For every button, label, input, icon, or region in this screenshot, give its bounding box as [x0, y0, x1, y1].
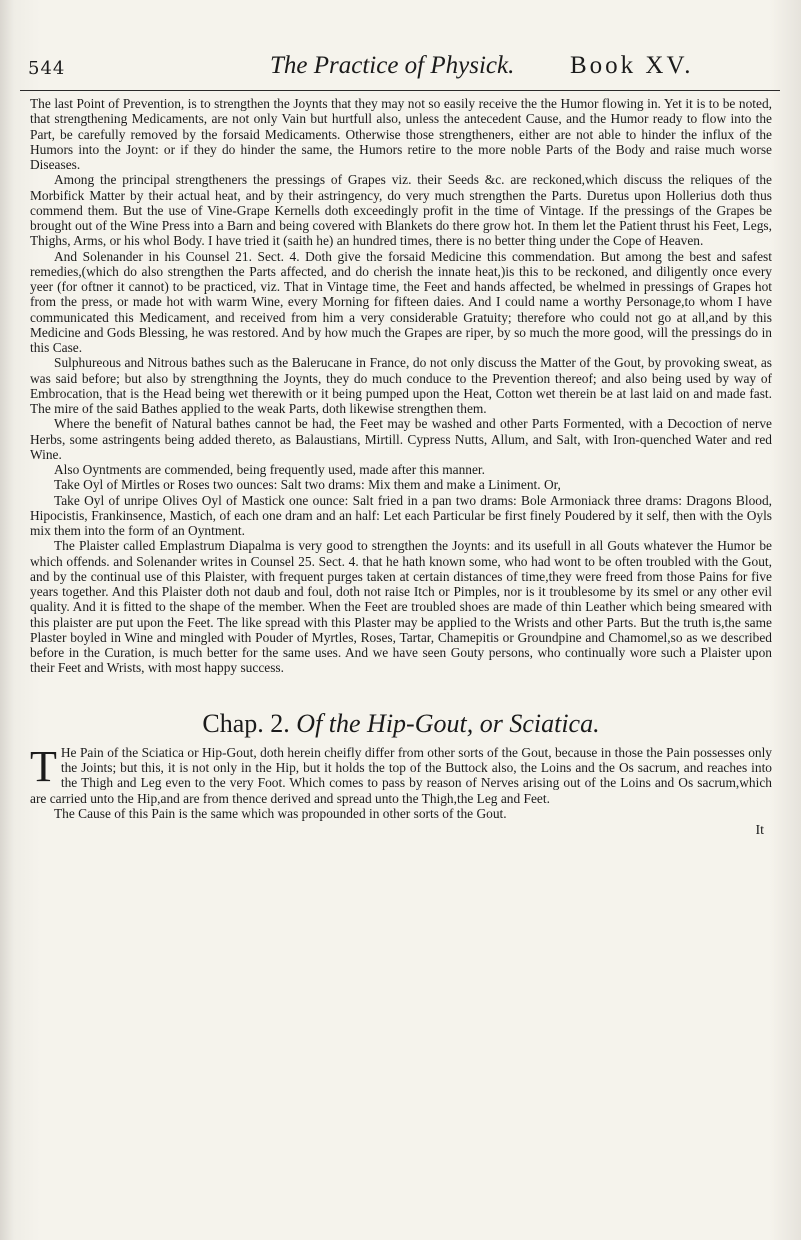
chapter-paragraph — [30, 741, 772, 806]
chapter-paragraph: The Cause of this Pain is the same which was propounded in other sorts of the Gout. — [54, 805, 507, 821]
chapter-label: Chap. 2. — [202, 708, 290, 738]
paragraph: Where the benefit of Natural bathes cannot be had, the Feet may be washed and other Parts Formented, with a Decoction of nerve Herbs, some astringents being added thereto, as Balaustians, Mirtill. Cypress Nutts, Allum, and Salt, with Iron-quenched Water and red Wine. — [30, 416, 772, 462]
chapter-heading — [30, 708, 772, 738]
catchword: It — [755, 823, 764, 838]
drop-cap: T — [30, 741, 57, 791]
paragraph: The last Point of Prevention, is to strengthen the Joynts that they may not so easily receive the the Humor flowing in. Yet it is to be noted, that strengthening Medicaments, are not only Vain but hurtfull also, unless the antecedent Cause, and the Humor ready to flow into the Part, be carefully removed by the forsaid Medicaments. Otherwise those strengtheners, either are not able to hinder the influx of the Humors into the Joynt: or if they do hinder the same, the Humors retire to the more noble Parts of the Body and raise much worse Diseases. — [30, 96, 772, 172]
paragraph: And Solenander in his Counsel 21. Sect. 4. Doth give the forsaid Medicine this commendation. But among the best and safest remedies,(which do also strengthen the Parts affected, and do cherish the innate heat,)is this to be reckoned, and diligently once every yeer (for oftner it cannot) to be practiced, viz. That in Vintage time, the Feet and hands affected, be whelmed in pressings of Grapes hot from the press, or made hot with warm Wine, every Morning for fifteen daies. And I could name a worthy Personage,to whom I have communicated this Medicament, and received from him a very considerable Gratuity; therefore who could not go at all,and by this Medicine and Gods Blessing, he was restored. And by how much the Grapes are riper, by so much the more good, will the pressings do in this Case. — [30, 248, 772, 355]
recipe-paragraph: Take Oyl of unripe Olives Oyl of Mastick one ounce: Salt fried in a pan two drams: Bole Armoniack three drams: Dragons Blood, Hipocistis, Frankinsence, Mastich, of each one dram and an half: Let each Particular be first finely Poudered by it self, then with the Oyls mix them into the form of an Oyntment. — [30, 492, 772, 538]
page-body — [30, 96, 772, 838]
paragraph: Sulphureous and Nitrous bathes such as the Balerucane in France, do not only discuss the Matter of the Gout, by provoking sweat, as was said before; but also by strengthning the Joynts, they do much conduce to the Prevention thereof; and also being used by way of Embrocation, that is the Head being wet therewith or it being pumped upon the Heat, Cotton wet therein be at last laid on and made fast. The mire of the said Bathes applied to the weak Parts, doth likewise strengthen them. — [30, 355, 772, 416]
paragraph: Also Oyntments are commended, being frequently used, made after this manner. — [54, 462, 485, 477]
book-label: Book XV. — [570, 52, 694, 79]
page-number: 544 — [28, 58, 66, 79]
chapter-title: Of the Hip-Gout, or Sciatica. — [296, 708, 600, 738]
paragraph: Among the principal strengtheners the pressings of Grapes viz. their Seeds &c. are reckoned,which discuss the reliques of the Morbifick Matter by their actual heat, and by their astringency, do very much strengthen the Parts. Duretus upon Hollerius doth thus commend them. But the use of Vine-Grape Kernells doth exceedingly profit in the time of Vintage. If the pressings of the Grapes be brought out of the Wine Press into a Barn and being covered with Blankets do there grow hot. In them let the Patient thrust his Feet, Legs, Thighs, Arms, or his whol Body. I have tried it (saith he) an hundred times, there is no better thing under the Cope of Heaven. — [30, 172, 772, 249]
page-header — [20, 44, 780, 91]
running-title: The Practice of Physick. — [270, 52, 515, 79]
chapter-paragraph-text: He Pain of the Sciatica or Hip-Gout, doth herein cheifly differ from other sorts of the Gout, because in those the Pain possesses only the Joints; but this, it is not only in the Hip, but it holds the top of the Buttock also, the Loins and the Os sacrum, and reaches into the Thigh and Leg even to the very Foot. Which comes to pass by reason of Nerves arising out of the Loins and Os sacrum,which are carried unto the Hip,and are from thence derived and spread unto the Thigh,the Leg and Feet. — [30, 744, 772, 806]
paragraph: The Plaister called Emplastrum Diapalma is very good to strengthen the Joynts: and its usefull in all Gouts whatever the Humor be which offends. and Solenander writes in Counsel 25. Sect. 4. that he hath known some, who had wont to be often troubled with the Gout, and by the continual use of this Plaister, with frequent purges taken at certain distances of time,they were freed from those Pains for five years together. And this Plaister doth not daub and foul, doth not raise Itch or Pimples, nor is it troublesome by its smel or any other evil quality. And it is fitted to the shape of the member. When the Feet are troubled shoes are made of thin Leather which being smeared with this plaister are put upon the Feet. The like spread with this Plaster may be applied to the Wrists and other Parts. But the truth is,the same Plaster boyled in Wine and mingled with Pouder of Myrtles, Roses, Tartar, Chamepitis or Groundpine and Chamomel,so as we described before in the Curation, is much better for the same uses. And we have seen Gouty persons, who continually wore such a Plaister upon their Feet and Wrists, with most happy success. — [30, 538, 772, 676]
recipe-paragraph: Take Oyl of Mirtles or Roses two ounces: Salt two drams: Mix them and make a Liniment. Or, — [54, 477, 561, 493]
